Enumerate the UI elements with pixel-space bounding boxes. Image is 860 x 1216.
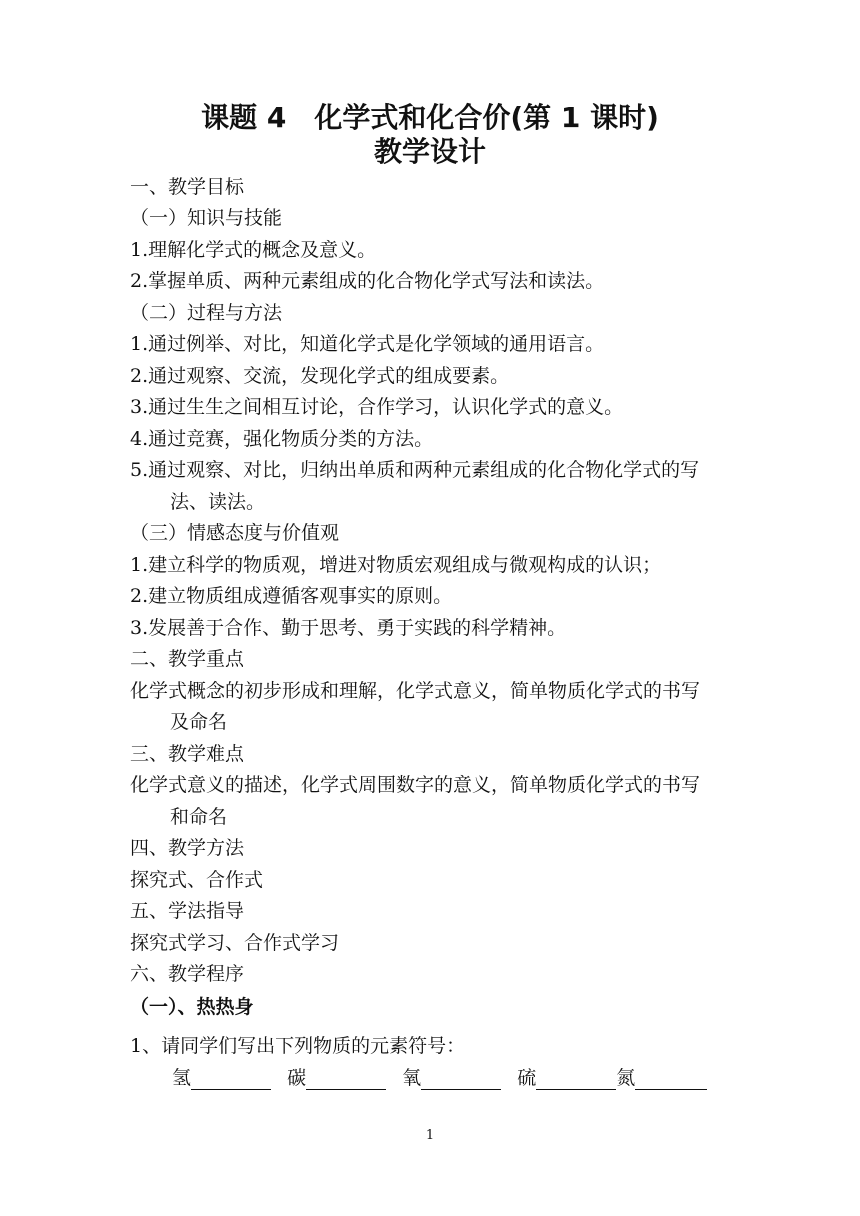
element-fill-row <box>172 1066 707 1090</box>
section-heading: 六、教学程序 <box>130 963 245 985</box>
question-line: 1、请同学们写出下列物质的元素符号： <box>130 1035 466 1057</box>
text-line: 3.通过生生之间相互讨论，合作学习，认识化学式的意义。 <box>130 396 624 418</box>
page-number: 1 <box>425 1128 435 1143</box>
text-line: 化学式意义的描述，化学式周围数字的意义，简单物质化学式的书写 <box>130 774 701 796</box>
subsection-heading-bold: （一）、热热身 <box>130 996 254 1018</box>
text-line-continuation: 及命名 <box>170 711 228 733</box>
subsection-heading: （一）知识与技能 <box>130 207 283 229</box>
element-label: 碳 <box>287 1067 307 1089</box>
element-label: 硫 <box>517 1067 537 1089</box>
text-line: 探究式、合作式 <box>130 869 264 891</box>
section-heading: 二、教学重点 <box>130 648 245 670</box>
text-line: 2.建立物质组成遵循客观事实的原则。 <box>130 585 453 607</box>
section-heading: 四、教学方法 <box>130 837 245 859</box>
text-line: 1.通过例举、对比，知道化学式是化学领域的通用语言。 <box>130 333 605 355</box>
text-line: 1.理解化学式的概念及意义。 <box>130 239 377 261</box>
subsection-heading: （二）过程与方法 <box>130 302 283 324</box>
text-line: 2.掌握单质、两种元素组成的化合物化学式写法和读法。 <box>130 270 605 292</box>
element-label: 氮 <box>616 1067 636 1089</box>
text-line: 4.通过竞赛，强化物质分类的方法。 <box>130 428 434 450</box>
answer-blank[interactable] <box>191 1069 271 1090</box>
answer-blank[interactable] <box>536 1069 616 1090</box>
text-line: 1.建立科学的物质观，增进对物质宏观组成与微观构成的认识； <box>130 554 662 576</box>
text-line: 2.通过观察、交流，发现化学式的组成要素。 <box>130 365 510 387</box>
text-line: 化学式概念的初步形成和理解，化学式意义，简单物质化学式的书写 <box>130 680 701 702</box>
answer-blank[interactable] <box>421 1069 501 1090</box>
section-heading: 一、教学目标 <box>130 176 245 198</box>
element-label: 氧 <box>402 1067 422 1089</box>
title-line-2: 教学设计 <box>373 135 486 168</box>
text-line: 探究式学习、合作式学习 <box>130 932 340 954</box>
title-line-1: 课题 4 化学式和化合价(第 1 课时) <box>201 101 659 134</box>
subsection-heading: （三）情感态度与价值观 <box>130 522 340 544</box>
answer-blank[interactable] <box>306 1069 386 1090</box>
text-line: 5.通过观察、对比，归纳出单质和两种元素组成的化合物化学式的写 <box>130 459 700 481</box>
text-line-continuation: 法、读法。 <box>170 491 266 513</box>
element-label: 氢 <box>172 1067 192 1089</box>
text-line: 3.发展善于合作、勤于思考、勇于实践的科学精神。 <box>130 617 567 639</box>
section-heading: 五、学法指导 <box>130 900 245 922</box>
answer-blank[interactable] <box>635 1069 707 1090</box>
text-line-continuation: 和命名 <box>170 806 228 828</box>
section-heading: 三、教学难点 <box>130 743 245 765</box>
